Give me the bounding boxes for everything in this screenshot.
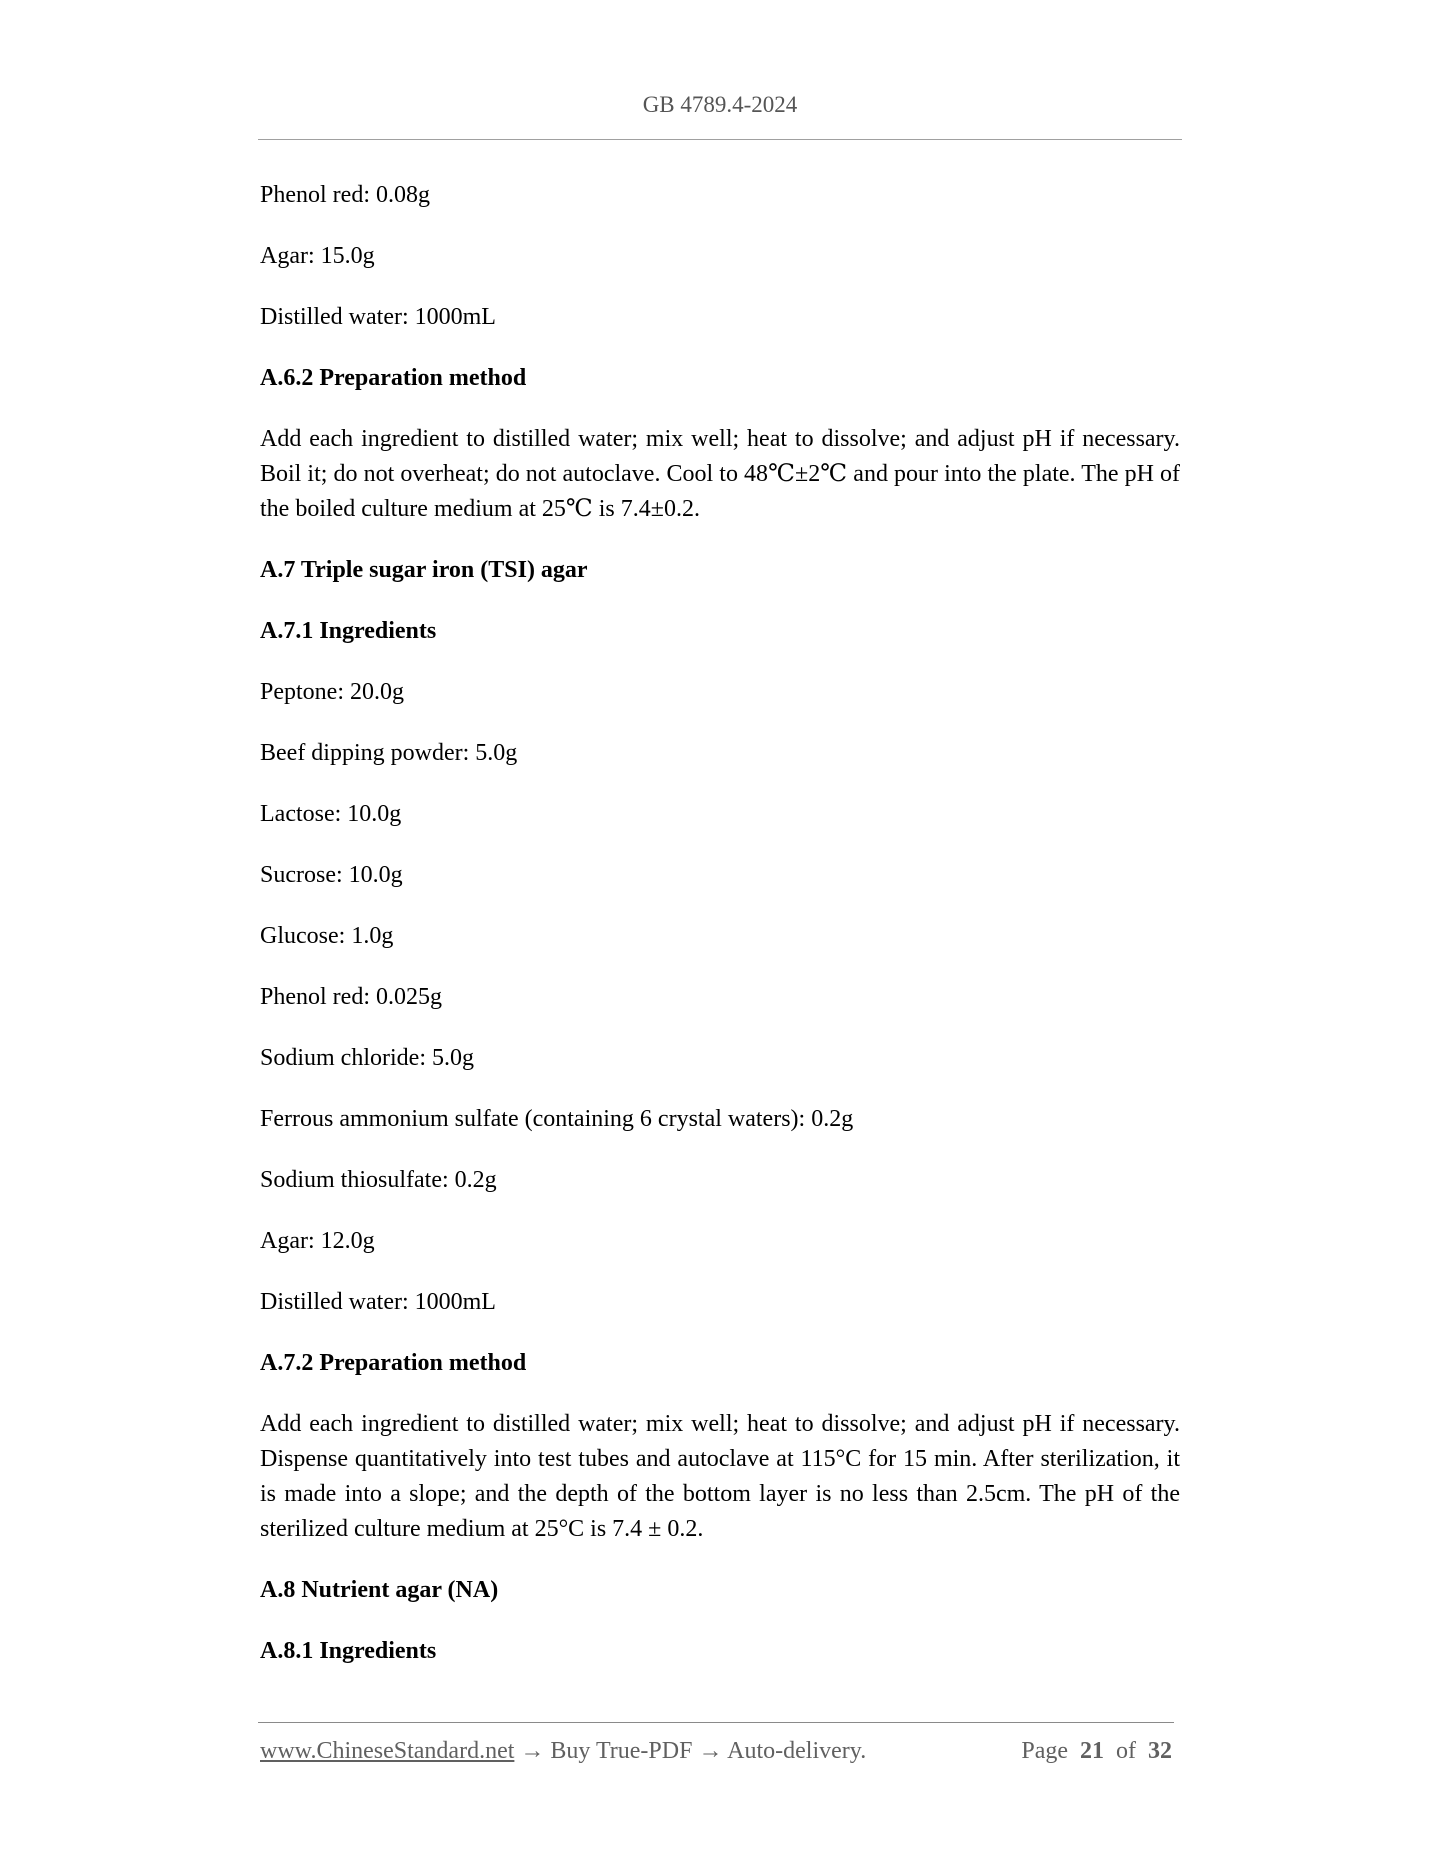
ingredient-agar-tsi: Agar: 12.0g	[260, 1228, 375, 1254]
ingredient-agar: Agar: 15.0g	[260, 243, 375, 269]
document-body	[260, 178, 1180, 1695]
section-heading-a7: A.7 Triple sugar iron (TSI) agar	[260, 557, 588, 583]
ingredient-sucrose: Sucrose: 10.0g	[260, 862, 403, 888]
ingredient-ferrous-ammonium-sulfate: Ferrous ammonium sulfate (containing 6 crystal waters): 0.2g	[260, 1106, 854, 1132]
section-heading-a8: A.8 Nutrient agar (NA)	[260, 1577, 499, 1603]
page-current: 21	[1080, 1738, 1104, 1764]
page-number	[1021, 1738, 1172, 1765]
page-label: Page	[1021, 1738, 1068, 1764]
ingredient-glucose: Glucose: 1.0g	[260, 923, 394, 949]
ingredient-phenol-red: Phenol red: 0.08g	[260, 182, 430, 208]
page-of-label: of	[1116, 1738, 1136, 1764]
buy-pdf-text: Buy True-PDF	[550, 1738, 693, 1764]
auto-delivery-text: Auto-delivery.	[727, 1738, 867, 1764]
section-heading-a62: A.6.2 Preparation method	[260, 365, 527, 391]
section-heading-a72: A.7.2 Preparation method	[260, 1350, 527, 1376]
page-total: 32	[1148, 1738, 1172, 1764]
ingredient-distilled-water: Distilled water: 1000mL	[260, 304, 496, 330]
header-divider	[258, 139, 1182, 140]
document-header: GB 4789.4-2024	[642, 92, 798, 117]
arrow-right-icon: →	[698, 1738, 723, 1764]
preparation-paragraph-a72: Add each ingredient to distilled water; mix well; heat to dissolve; and adjust pH if necessary. Dispense quantitatively into test tubes and autoclave at 115°C for 15 min. After sterilization, it is made into a slope; and the depth of the bottom layer is no less than 2.5cm. The pH of the sterilized culture medium at 25°C is 7.4 ± 0.2.	[260, 1411, 1180, 1542]
website-link[interactable]: www.ChineseStandard.net	[260, 1738, 515, 1764]
ingredient-lactose: Lactose: 10.0g	[260, 801, 402, 827]
ingredient-beef-dipping-powder: Beef dipping powder: 5.0g	[260, 740, 518, 766]
ingredient-sodium-thiosulfate: Sodium thiosulfate: 0.2g	[260, 1167, 497, 1193]
section-heading-a81: A.8.1 Ingredients	[260, 1638, 437, 1664]
ingredient-distilled-water-tsi: Distilled water: 1000mL	[260, 1289, 496, 1315]
footer-promo	[260, 1738, 866, 1765]
footer-divider	[258, 1722, 1174, 1723]
preparation-paragraph-a62: Add each ingredient to distilled water; mix well; heat to dissolve; and adjust pH if necessary. Boil it; do not overheat; do not autoclave. Cool to 48℃±2℃ and pour into the plate. The pH of the boiled culture medium at 25℃ is 7.4±0.2.	[260, 426, 1180, 522]
ingredient-sodium-chloride: Sodium chloride: 5.0g	[260, 1045, 474, 1071]
section-heading-a71: A.7.1 Ingredients	[260, 618, 437, 644]
arrow-right-icon: →	[520, 1738, 545, 1764]
ingredient-peptone: Peptone: 20.0g	[260, 679, 404, 705]
ingredient-phenol-red-tsi: Phenol red: 0.025g	[260, 984, 442, 1010]
